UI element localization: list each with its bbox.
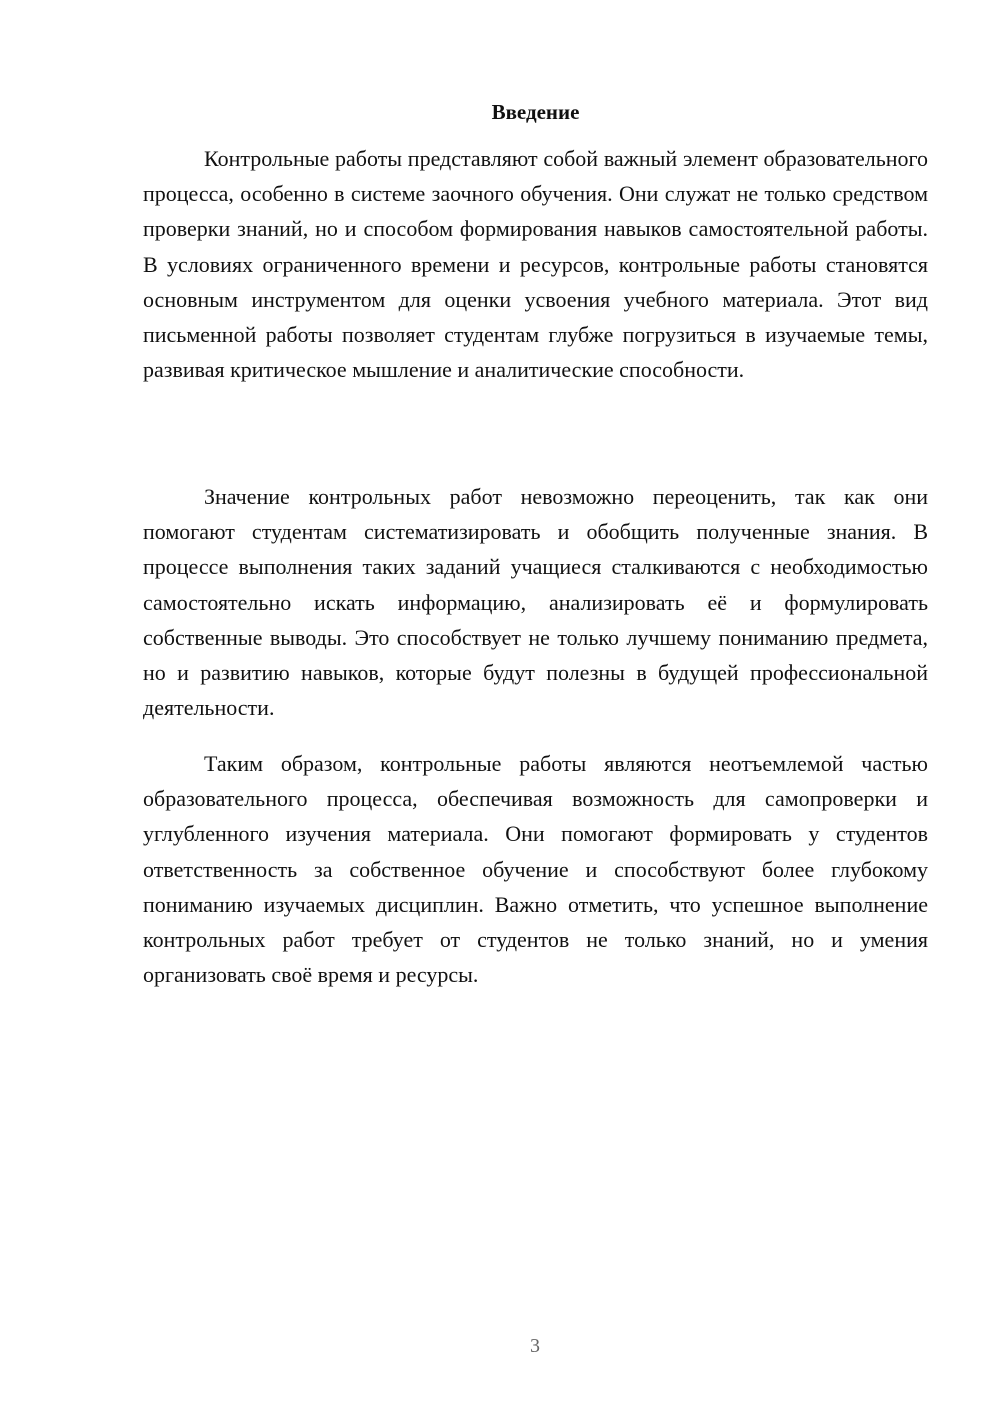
page-number: 3 <box>530 1335 540 1357</box>
section-heading: Введение <box>491 100 580 124</box>
paragraph: Контрольные работы представляют собой важный элемент образовательного процесса, особенно в системе заочного обучения. Они служат не только средством проверки знаний, но и способом формирования навыков самостоятельной работы. В условиях ограниченного времени и ресурсов, контрольные работы становятся основным инструментом для оценки усвоения учебного материала. Этот вид письменной работы позволяет студентам глубже погрузиться в изучаемые темы, развивая критическое мышление и аналитические способности. <box>143 146 928 383</box>
paragraph: Таким образом, контрольные работы являются неотъемлемой частью образовательного процесса, обеспечивая возможность для самопроверки и углубленного изучения материала. Они помогают формировать у студентов ответственность за собственное обучение и способствуют более глубокому пониманию изучаемых дисциплин. Важно отметить, что успешное выполнение контрольных работ требует от студентов не только знаний, но и умения организовать своё время и ресурсы. <box>143 751 928 988</box>
paragraph: Значение контрольных работ невозможно переоценить, так как они помогают студентам систематизировать и обобщить полученные знания. В процессе выполнения таких заданий учащиеся сталкиваются с необходимостью самостоятельно искать информацию, анализировать её и формулировать собственные выводы. Это способствует не только лучшему пониманию предмета, но и развитию навыков, которые будут полезны в будущей профессиональной деятельности. <box>143 484 928 721</box>
